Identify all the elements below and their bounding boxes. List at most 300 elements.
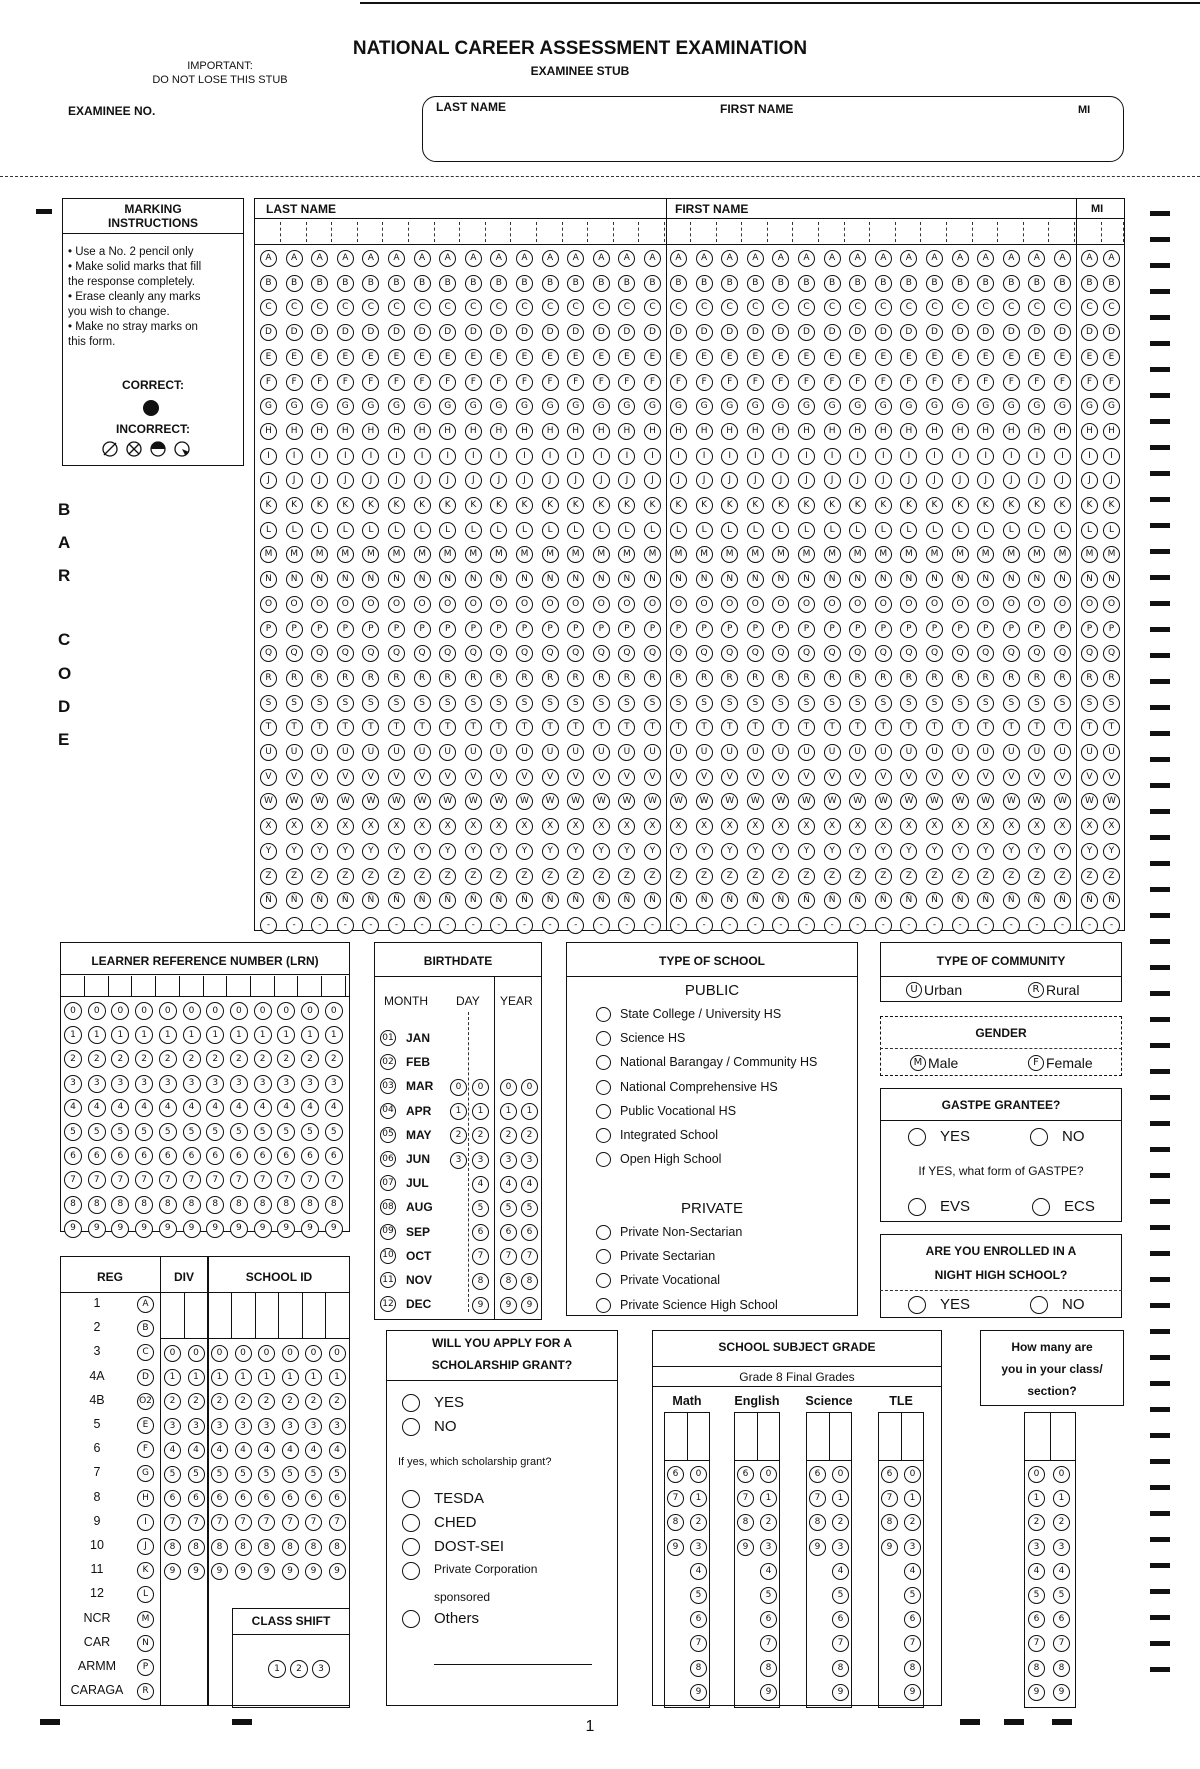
name-bubble-D[interactable]: D bbox=[1054, 324, 1071, 341]
name-bubble-B[interactable]: B bbox=[414, 275, 431, 292]
school-id-bubble-9[interactable]: 9 bbox=[305, 1563, 322, 1580]
lrn-bubble-8[interactable]: 8 bbox=[277, 1196, 295, 1214]
name-bubble-S[interactable]: S bbox=[593, 695, 610, 712]
grade-tens-bubble-9[interactable]: 9 bbox=[667, 1539, 684, 1556]
name-bubble-H[interactable]: H bbox=[926, 423, 943, 440]
name-bubble-R[interactable]: R bbox=[414, 670, 431, 687]
name-bubble-J[interactable]: J bbox=[1028, 472, 1045, 489]
name-bubble-H[interactable]: H bbox=[798, 423, 815, 440]
name-bubble-N[interactable]: N bbox=[618, 571, 635, 588]
name-bubble-R[interactable]: R bbox=[1054, 670, 1071, 687]
name-bubble-T[interactable]: T bbox=[542, 719, 559, 736]
name-bubble-J[interactable]: J bbox=[824, 472, 841, 489]
class-size-tens-bubble[interactable]: 2 bbox=[1028, 1514, 1045, 1531]
name-bubble-Q[interactable]: Q bbox=[362, 645, 379, 662]
name-bubble-K[interactable]: K bbox=[772, 497, 789, 514]
name-bubble-T[interactable]: T bbox=[286, 719, 303, 736]
month-bubble-10[interactable]: 10 bbox=[380, 1248, 396, 1264]
name-bubble-Y[interactable]: Y bbox=[952, 843, 969, 860]
name-bubble-T[interactable]: T bbox=[439, 719, 456, 736]
name-bubble-M[interactable]: M bbox=[875, 546, 892, 563]
name-bubble-T[interactable]: T bbox=[260, 719, 277, 736]
name-bubble-U[interactable]: U bbox=[618, 744, 635, 761]
grade-tens-bubble-7[interactable]: 7 bbox=[667, 1490, 684, 1507]
name-bubble-M[interactable]: M bbox=[1054, 546, 1071, 563]
name-bubble-U[interactable]: U bbox=[747, 744, 764, 761]
name-bubble-R[interactable]: R bbox=[465, 670, 482, 687]
name-bubble-S[interactable]: S bbox=[1103, 695, 1120, 712]
name-bubble-C[interactable]: C bbox=[465, 299, 482, 316]
name-bubble-M[interactable]: M bbox=[747, 546, 764, 563]
name-bubble-N[interactable]: N bbox=[439, 571, 456, 588]
name-bubble-Z[interactable]: Z bbox=[593, 868, 610, 885]
name-bubble-V[interactable]: V bbox=[1028, 769, 1045, 786]
name-bubble-C[interactable]: C bbox=[721, 299, 738, 316]
name-bubble-W[interactable]: W bbox=[772, 793, 789, 810]
school-id-bubble-6[interactable]: 6 bbox=[329, 1490, 346, 1507]
school-type-bubble[interactable] bbox=[596, 1007, 611, 1022]
name-bubble-V[interactable]: V bbox=[414, 769, 431, 786]
grade-tens-bubble-6[interactable]: 6 bbox=[667, 1466, 684, 1483]
name-bubble-R[interactable]: R bbox=[593, 670, 610, 687]
name-bubble-C[interactable]: C bbox=[337, 299, 354, 316]
name-bubble-V[interactable]: V bbox=[977, 769, 994, 786]
name-bubble-H[interactable]: H bbox=[465, 423, 482, 440]
region-bubble[interactable]: L bbox=[137, 1586, 154, 1603]
name-bubble--[interactable]: - bbox=[465, 917, 482, 934]
name-bubble-P[interactable]: P bbox=[849, 621, 866, 638]
region-bubble[interactable]: M bbox=[137, 1611, 154, 1628]
class-size-tens-bubble[interactable]: 9 bbox=[1028, 1684, 1045, 1701]
name-bubble-J[interactable]: J bbox=[439, 472, 456, 489]
name-bubble-L[interactable]: L bbox=[414, 522, 431, 539]
name-bubble-K[interactable]: K bbox=[952, 497, 969, 514]
lrn-bubble-1[interactable]: 1 bbox=[301, 1026, 319, 1044]
name-bubble-U[interactable]: U bbox=[900, 744, 917, 761]
name-bubble-C[interactable]: C bbox=[977, 299, 994, 316]
name-bubble-L[interactable]: L bbox=[747, 522, 764, 539]
name-bubble-H[interactable]: H bbox=[1003, 423, 1020, 440]
name-bubble-Ñ[interactable]: Ñ bbox=[670, 892, 687, 909]
lrn-bubble-0[interactable]: 0 bbox=[159, 1002, 177, 1020]
name-bubble-S[interactable]: S bbox=[1028, 695, 1045, 712]
name-bubble-T[interactable]: T bbox=[644, 719, 661, 736]
name-bubble-S[interactable]: S bbox=[875, 695, 892, 712]
name-bubble-B[interactable]: B bbox=[952, 275, 969, 292]
name-bubble-J[interactable]: J bbox=[1103, 472, 1120, 489]
grade-tens-bubble-6[interactable]: 6 bbox=[737, 1466, 754, 1483]
grade-tens-bubble-9[interactable]: 9 bbox=[737, 1539, 754, 1556]
name-bubble-N[interactable]: N bbox=[337, 571, 354, 588]
name-bubble-Ñ[interactable]: Ñ bbox=[1028, 892, 1045, 909]
name-bubble-F[interactable]: F bbox=[798, 374, 815, 391]
name-bubble-C[interactable]: C bbox=[567, 299, 584, 316]
year-ones-bubble[interactable]: 0 bbox=[521, 1079, 538, 1096]
name-bubble-Z[interactable]: Z bbox=[311, 868, 328, 885]
name-bubble-A[interactable]: A bbox=[875, 250, 892, 267]
school-type-bubble[interactable] bbox=[596, 1128, 611, 1143]
name-bubble-E[interactable]: E bbox=[824, 349, 841, 366]
name-bubble-J[interactable]: J bbox=[670, 472, 687, 489]
name-bubble-Q[interactable]: Q bbox=[593, 645, 610, 662]
name-bubble-P[interactable]: P bbox=[362, 621, 379, 638]
lrn-bubble-5[interactable]: 5 bbox=[135, 1123, 153, 1141]
name-bubble-P[interactable]: P bbox=[1081, 621, 1098, 638]
grade-ones-bubble-3[interactable]: 3 bbox=[904, 1539, 921, 1556]
name-bubble-I[interactable]: I bbox=[952, 448, 969, 465]
name-bubble-L[interactable]: L bbox=[618, 522, 635, 539]
name-bubble--[interactable]: - bbox=[1054, 917, 1071, 934]
school-id-bubble-4[interactable]: 4 bbox=[305, 1442, 322, 1459]
name-bubble-D[interactable]: D bbox=[1103, 324, 1120, 341]
name-bubble-M[interactable]: M bbox=[670, 546, 687, 563]
name-bubble--[interactable]: - bbox=[900, 917, 917, 934]
name-bubble-B[interactable]: B bbox=[696, 275, 713, 292]
grade-tens-bubble-8[interactable]: 8 bbox=[881, 1514, 898, 1531]
name-bubble-B[interactable]: B bbox=[900, 275, 917, 292]
lrn-bubble-3[interactable]: 3 bbox=[183, 1075, 201, 1093]
scholarship-no-bubble[interactable] bbox=[402, 1418, 420, 1436]
school-id-bubble-9[interactable]: 9 bbox=[258, 1563, 275, 1580]
class-size-tens-bubble[interactable]: 6 bbox=[1028, 1611, 1045, 1628]
grade-tens-bubble-9[interactable]: 9 bbox=[881, 1539, 898, 1556]
name-bubble-D[interactable]: D bbox=[414, 324, 431, 341]
name-bubble-F[interactable]: F bbox=[362, 374, 379, 391]
name-bubble-Z[interactable]: Z bbox=[977, 868, 994, 885]
name-bubble-Ñ[interactable]: Ñ bbox=[1081, 892, 1098, 909]
lrn-bubble-3[interactable]: 3 bbox=[277, 1075, 295, 1093]
name-bubble-C[interactable]: C bbox=[439, 299, 456, 316]
name-bubble-I[interactable]: I bbox=[644, 448, 661, 465]
lrn-bubble-8[interactable]: 8 bbox=[159, 1196, 177, 1214]
grade-ones-bubble-9[interactable]: 9 bbox=[832, 1684, 849, 1701]
name-bubble-R[interactable]: R bbox=[618, 670, 635, 687]
name-bubble-D[interactable]: D bbox=[618, 324, 635, 341]
school-id-bubble-3[interactable]: 3 bbox=[164, 1418, 181, 1435]
name-bubble-P[interactable]: P bbox=[1028, 621, 1045, 638]
lrn-bubble-3[interactable]: 3 bbox=[254, 1075, 272, 1093]
name-bubble-Q[interactable]: Q bbox=[772, 645, 789, 662]
name-bubble-T[interactable]: T bbox=[1028, 719, 1045, 736]
name-bubble-W[interactable]: W bbox=[542, 793, 559, 810]
name-bubble-W[interactable]: W bbox=[618, 793, 635, 810]
name-bubble-J[interactable]: J bbox=[465, 472, 482, 489]
school-id-bubble-0[interactable]: 0 bbox=[282, 1345, 299, 1362]
name-bubble-R[interactable]: R bbox=[747, 670, 764, 687]
name-bubble-U[interactable]: U bbox=[644, 744, 661, 761]
school-id-bubble-5[interactable]: 5 bbox=[188, 1466, 205, 1483]
school-id-bubble-4[interactable]: 4 bbox=[282, 1442, 299, 1459]
year-ones-bubble[interactable]: 5 bbox=[521, 1200, 538, 1217]
name-bubble-W[interactable]: W bbox=[900, 793, 917, 810]
scholarship-option-bubble[interactable] bbox=[402, 1538, 420, 1556]
name-bubble-Y[interactable]: Y bbox=[824, 843, 841, 860]
name-bubble-N[interactable]: N bbox=[465, 571, 482, 588]
name-bubble-Y[interactable]: Y bbox=[644, 843, 661, 860]
name-bubble-O[interactable]: O bbox=[388, 596, 405, 613]
name-bubble-W[interactable]: W bbox=[644, 793, 661, 810]
name-bubble-Q[interactable]: Q bbox=[490, 645, 507, 662]
name-bubble-M[interactable]: M bbox=[567, 546, 584, 563]
name-bubble-P[interactable]: P bbox=[900, 621, 917, 638]
name-bubble-K[interactable]: K bbox=[465, 497, 482, 514]
name-bubble-F[interactable]: F bbox=[618, 374, 635, 391]
name-bubble-X[interactable]: X bbox=[1003, 818, 1020, 835]
name-bubble-A[interactable]: A bbox=[618, 250, 635, 267]
name-bubble-P[interactable]: P bbox=[311, 621, 328, 638]
name-bubble-D[interactable]: D bbox=[286, 324, 303, 341]
name-bubble-N[interactable]: N bbox=[747, 571, 764, 588]
name-bubble-D[interactable]: D bbox=[311, 324, 328, 341]
name-bubble-Ñ[interactable]: Ñ bbox=[414, 892, 431, 909]
name-bubble-I[interactable]: I bbox=[311, 448, 328, 465]
grade-ones-bubble-2[interactable]: 2 bbox=[832, 1514, 849, 1531]
name-bubble-A[interactable]: A bbox=[567, 250, 584, 267]
name-bubble-Z[interactable]: Z bbox=[388, 868, 405, 885]
name-bubble-O[interactable]: O bbox=[670, 596, 687, 613]
grade-ones-bubble-6[interactable]: 6 bbox=[760, 1611, 777, 1628]
name-bubble-P[interactable]: P bbox=[490, 621, 507, 638]
school-id-bubble-3[interactable]: 3 bbox=[258, 1418, 275, 1435]
name-bubble-O[interactable]: O bbox=[286, 596, 303, 613]
name-bubble-R[interactable]: R bbox=[824, 670, 841, 687]
name-bubble-M[interactable]: M bbox=[1081, 546, 1098, 563]
name-bubble-F[interactable]: F bbox=[388, 374, 405, 391]
name-bubble-I[interactable]: I bbox=[875, 448, 892, 465]
year-tens-bubble[interactable]: 4 bbox=[500, 1176, 517, 1193]
name-bubble-F[interactable]: F bbox=[849, 374, 866, 391]
name-bubble-H[interactable]: H bbox=[1054, 423, 1071, 440]
name-bubble-Q[interactable]: Q bbox=[747, 645, 764, 662]
name-bubble-G[interactable]: G bbox=[311, 398, 328, 415]
name-bubble-B[interactable]: B bbox=[286, 275, 303, 292]
name-bubble-U[interactable]: U bbox=[362, 744, 379, 761]
day-ones-bubble[interactable]: 6 bbox=[472, 1224, 489, 1241]
name-bubble-S[interactable]: S bbox=[644, 695, 661, 712]
grade-ones-bubble-5[interactable]: 5 bbox=[904, 1587, 921, 1604]
name-bubble-I[interactable]: I bbox=[824, 448, 841, 465]
grade-ones-bubble-4[interactable]: 4 bbox=[904, 1563, 921, 1580]
school-id-bubble-2[interactable]: 2 bbox=[188, 1393, 205, 1410]
name-bubble-G[interactable]: G bbox=[439, 398, 456, 415]
name-bubble-Ñ[interactable]: Ñ bbox=[516, 892, 533, 909]
name-bubble-S[interactable]: S bbox=[900, 695, 917, 712]
name-bubble-F[interactable]: F bbox=[516, 374, 533, 391]
name-bubble-J[interactable]: J bbox=[311, 472, 328, 489]
name-bubble-E[interactable]: E bbox=[798, 349, 815, 366]
lrn-bubble-8[interactable]: 8 bbox=[206, 1196, 224, 1214]
name-bubble-I[interactable]: I bbox=[388, 448, 405, 465]
name-bubble-D[interactable]: D bbox=[977, 324, 994, 341]
school-id-bubble-2[interactable]: 2 bbox=[305, 1393, 322, 1410]
school-id-bubble-2[interactable]: 2 bbox=[211, 1393, 228, 1410]
name-bubble-O[interactable]: O bbox=[567, 596, 584, 613]
lrn-bubble-9[interactable]: 9 bbox=[206, 1220, 224, 1238]
name-bubble-I[interactable]: I bbox=[1028, 448, 1045, 465]
name-bubble-Q[interactable]: Q bbox=[567, 645, 584, 662]
lrn-bubble-3[interactable]: 3 bbox=[206, 1075, 224, 1093]
class-shift-bubble-1[interactable]: 1 bbox=[268, 1660, 286, 1678]
year-ones-bubble[interactable]: 7 bbox=[521, 1248, 538, 1265]
name-bubble--[interactable]: - bbox=[952, 917, 969, 934]
grade-ones-bubble-4[interactable]: 4 bbox=[690, 1563, 707, 1580]
name-bubble--[interactable]: - bbox=[721, 917, 738, 934]
name-bubble--[interactable]: - bbox=[618, 917, 635, 934]
name-bubble-J[interactable]: J bbox=[696, 472, 713, 489]
name-bubble-F[interactable]: F bbox=[644, 374, 661, 391]
name-bubble-F[interactable]: F bbox=[465, 374, 482, 391]
lrn-bubble-2[interactable]: 2 bbox=[159, 1050, 177, 1068]
name-bubble-E[interactable]: E bbox=[439, 349, 456, 366]
name-bubble-D[interactable]: D bbox=[1081, 324, 1098, 341]
name-bubble-S[interactable]: S bbox=[542, 695, 559, 712]
name-bubble-Z[interactable]: Z bbox=[618, 868, 635, 885]
name-bubble-G[interactable]: G bbox=[362, 398, 379, 415]
lrn-bubble-4[interactable]: 4 bbox=[64, 1099, 82, 1117]
name-bubble-O[interactable]: O bbox=[414, 596, 431, 613]
name-bubble-F[interactable]: F bbox=[593, 374, 610, 391]
name-bubble-G[interactable]: G bbox=[388, 398, 405, 415]
month-bubble-06[interactable]: 06 bbox=[380, 1151, 396, 1167]
school-id-bubble-1[interactable]: 1 bbox=[258, 1369, 275, 1386]
name-bubble-A[interactable]: A bbox=[542, 250, 559, 267]
name-bubble-P[interactable]: P bbox=[772, 621, 789, 638]
name-bubble-K[interactable]: K bbox=[490, 497, 507, 514]
name-bubble-M[interactable]: M bbox=[260, 546, 277, 563]
day-ones-bubble[interactable]: 5 bbox=[472, 1200, 489, 1217]
school-id-bubble-0[interactable]: 0 bbox=[329, 1345, 346, 1362]
name-bubble-A[interactable]: A bbox=[772, 250, 789, 267]
name-bubble-J[interactable]: J bbox=[1003, 472, 1020, 489]
name-bubble-X[interactable]: X bbox=[952, 818, 969, 835]
name-bubble-B[interactable]: B bbox=[644, 275, 661, 292]
name-bubble-P[interactable]: P bbox=[670, 621, 687, 638]
name-bubble-P[interactable]: P bbox=[952, 621, 969, 638]
school-id-bubble-5[interactable]: 5 bbox=[235, 1466, 252, 1483]
name-bubble-S[interactable]: S bbox=[1054, 695, 1071, 712]
class-size-tens-bubble[interactable]: 1 bbox=[1028, 1490, 1045, 1507]
lrn-bubble-6[interactable]: 6 bbox=[206, 1147, 224, 1165]
school-id-bubble-5[interactable]: 5 bbox=[258, 1466, 275, 1483]
school-id-bubble-0[interactable]: 0 bbox=[211, 1345, 228, 1362]
name-bubble-B[interactable]: B bbox=[670, 275, 687, 292]
name-bubble-V[interactable]: V bbox=[670, 769, 687, 786]
lrn-bubble-7[interactable]: 7 bbox=[64, 1171, 82, 1189]
name-bubble-X[interactable]: X bbox=[747, 818, 764, 835]
name-bubble-C[interactable]: C bbox=[772, 299, 789, 316]
name-bubble-O[interactable]: O bbox=[644, 596, 661, 613]
lrn-bubble-1[interactable]: 1 bbox=[277, 1026, 295, 1044]
name-bubble-M[interactable]: M bbox=[516, 546, 533, 563]
name-bubble-O[interactable]: O bbox=[362, 596, 379, 613]
name-bubble-C[interactable]: C bbox=[286, 299, 303, 316]
name-bubble-X[interactable]: X bbox=[567, 818, 584, 835]
name-bubble-A[interactable]: A bbox=[1054, 250, 1071, 267]
name-bubble-U[interactable]: U bbox=[286, 744, 303, 761]
name-bubble-X[interactable]: X bbox=[798, 818, 815, 835]
name-bubble-F[interactable]: F bbox=[1054, 374, 1071, 391]
year-ones-bubble[interactable]: 4 bbox=[521, 1176, 538, 1193]
name-bubble-S[interactable]: S bbox=[465, 695, 482, 712]
lrn-bubble-6[interactable]: 6 bbox=[301, 1147, 319, 1165]
name-bubble-H[interactable]: H bbox=[670, 423, 687, 440]
name-bubble-W[interactable]: W bbox=[747, 793, 764, 810]
name-bubble-J[interactable]: J bbox=[900, 472, 917, 489]
name-bubble-X[interactable]: X bbox=[1028, 818, 1045, 835]
name-bubble-P[interactable]: P bbox=[798, 621, 815, 638]
name-bubble-L[interactable]: L bbox=[772, 522, 789, 539]
name-bubble--[interactable]: - bbox=[388, 917, 405, 934]
name-bubble-X[interactable]: X bbox=[542, 818, 559, 835]
name-bubble-Q[interactable]: Q bbox=[260, 645, 277, 662]
name-bubble-L[interactable]: L bbox=[926, 522, 943, 539]
name-bubble-A[interactable]: A bbox=[721, 250, 738, 267]
name-bubble-D[interactable]: D bbox=[516, 324, 533, 341]
name-bubble-E[interactable]: E bbox=[516, 349, 533, 366]
name-bubble--[interactable]: - bbox=[414, 917, 431, 934]
name-bubble-W[interactable]: W bbox=[1081, 793, 1098, 810]
name-bubble-T[interactable]: T bbox=[618, 719, 635, 736]
name-bubble-O[interactable]: O bbox=[798, 596, 815, 613]
name-bubble-L[interactable]: L bbox=[977, 522, 994, 539]
name-bubble-I[interactable]: I bbox=[747, 448, 764, 465]
grade-ones-bubble-9[interactable]: 9 bbox=[690, 1684, 707, 1701]
name-bubble-T[interactable]: T bbox=[721, 719, 738, 736]
region-bubble[interactable]: P bbox=[137, 1659, 154, 1676]
lrn-bubble-2[interactable]: 2 bbox=[325, 1050, 343, 1068]
name-bubble-Ñ[interactable]: Ñ bbox=[311, 892, 328, 909]
name-bubble-C[interactable]: C bbox=[1003, 299, 1020, 316]
name-bubble-W[interactable]: W bbox=[696, 793, 713, 810]
school-id-bubble-9[interactable]: 9 bbox=[164, 1563, 181, 1580]
name-bubble-Q[interactable]: Q bbox=[644, 645, 661, 662]
name-bubble-Ñ[interactable]: Ñ bbox=[977, 892, 994, 909]
name-bubble-J[interactable]: J bbox=[260, 472, 277, 489]
name-bubble-V[interactable]: V bbox=[362, 769, 379, 786]
name-bubble-V[interactable]: V bbox=[388, 769, 405, 786]
name-bubble-N[interactable]: N bbox=[696, 571, 713, 588]
name-bubble-E[interactable]: E bbox=[311, 349, 328, 366]
class-size-ones-bubble[interactable]: 2 bbox=[1053, 1514, 1070, 1531]
lrn-bubble-1[interactable]: 1 bbox=[325, 1026, 343, 1044]
lrn-bubble-1[interactable]: 1 bbox=[88, 1026, 106, 1044]
name-bubble-C[interactable]: C bbox=[414, 299, 431, 316]
name-bubble-T[interactable]: T bbox=[900, 719, 917, 736]
name-bubble-T[interactable]: T bbox=[926, 719, 943, 736]
name-bubble-Ñ[interactable]: Ñ bbox=[593, 892, 610, 909]
name-bubble-T[interactable]: T bbox=[696, 719, 713, 736]
name-bubble-G[interactable]: G bbox=[875, 398, 892, 415]
name-bubble--[interactable]: - bbox=[670, 917, 687, 934]
name-bubble-N[interactable]: N bbox=[772, 571, 789, 588]
name-bubble-L[interactable]: L bbox=[721, 522, 738, 539]
name-bubble-J[interactable]: J bbox=[977, 472, 994, 489]
name-bubble-M[interactable]: M bbox=[721, 546, 738, 563]
name-bubble-R[interactable]: R bbox=[311, 670, 328, 687]
name-bubble-U[interactable]: U bbox=[1003, 744, 1020, 761]
name-bubble-I[interactable]: I bbox=[670, 448, 687, 465]
school-id-bubble-6[interactable]: 6 bbox=[305, 1490, 322, 1507]
name-bubble-K[interactable]: K bbox=[824, 497, 841, 514]
name-bubble-W[interactable]: W bbox=[567, 793, 584, 810]
lrn-bubble-7[interactable]: 7 bbox=[254, 1171, 272, 1189]
name-bubble-O[interactable]: O bbox=[1003, 596, 1020, 613]
name-bubble-Ñ[interactable]: Ñ bbox=[644, 892, 661, 909]
name-bubble--[interactable]: - bbox=[1103, 917, 1120, 934]
urban-bubble[interactable]: U bbox=[906, 982, 922, 998]
name-bubble-H[interactable]: H bbox=[414, 423, 431, 440]
lrn-bubble-3[interactable]: 3 bbox=[88, 1075, 106, 1093]
